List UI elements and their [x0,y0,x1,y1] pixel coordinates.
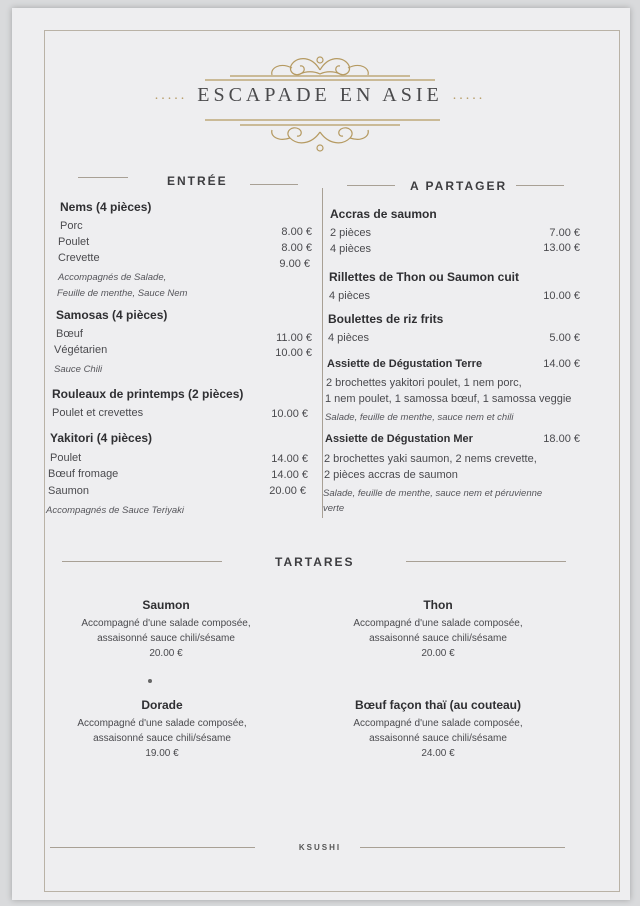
tartare-saumon-name: Saumon [142,598,190,612]
accras-2: 2 pièces [330,227,371,239]
samosas-boeuf: Bœuf [56,328,83,340]
terre-line-2: 1 nem poulet, 1 samossa bœuf, 1 samossa veggie [325,393,572,405]
tartares-heading: TARTARES [275,555,355,569]
yakitori-boeuf: Bœuf fromage [48,468,119,480]
mer-note-2: verte [323,503,345,514]
mer-title: Assiette de Dégustation Mer [325,433,473,445]
bottom-flourish-ornament [0,116,640,160]
title-dots-left: ..... [154,88,188,104]
yakitori-title: Yakitori (4 pièces) [50,431,153,445]
tartares-rule-left [62,561,222,562]
nems-note-2: Feuille de menthe, Sauce Nem [57,288,188,299]
footer-brand: KSUSHI [298,843,342,852]
tartare-thon [318,598,558,661]
yakitori-saumon-price: 20.00 € [269,485,306,497]
tartare-saumon-line-2: assaisonné sauce chili/sésame [97,633,235,644]
samosas-vegetarien-price: 10.00 € [275,347,312,359]
tartare-boeuf-name: Bœuf façon thaï (au couteau) [355,698,521,712]
yakitori-note: Accompagnés de Sauce Teriyaki [46,505,185,516]
boulettes-item: 4 pièces [328,332,369,344]
samosas-boeuf-price: 11.00 € [276,332,312,344]
terre-title: Assiette de Dégustation Terre [327,358,483,370]
nems-crevette-price: 9.00 € [279,258,310,270]
terre-price: 14.00 € [543,358,580,370]
tartare-thon-price: 20.00 € [421,648,455,659]
yakitori-boeuf-price: 14.00 € [271,469,308,481]
nems-title: Nems (4 pièces) [60,200,152,214]
tartare-dorade-name: Dorade [141,698,183,712]
terre-line-1: 2 brochettes yakitori poulet, 1 nem porc, [326,377,522,389]
partager-rule-left [347,185,395,186]
yakitori-saumon: Saumon [48,485,89,497]
accras-2-price: 7.00 € [549,227,580,239]
rouleaux-title: Rouleaux de printemps (2 pièces) [52,387,244,401]
tartare-boeuf [318,698,558,761]
tartare-thon-line-1: Accompagné d'une salade composée, [353,618,523,629]
tartare-dorade-line-1: Accompagné d'une salade composée, [77,718,247,729]
tartare-dorade [42,698,282,761]
title-dots-right: ..... [452,88,486,104]
entree-rule-left [78,177,128,178]
rillettes-price: 10.00 € [543,290,580,302]
separator-dot [148,679,152,683]
column-divider [322,188,323,518]
partager-heading: A PARTAGER [410,179,508,193]
terre-note: Salade, feuille de menthe, sauce nem et chili [325,412,514,423]
nems-porc: Porc [60,220,83,232]
yakitori-poulet-price: 14.00 € [271,453,308,465]
tartares-rule-right [406,561,566,562]
yakitori-poulet: Poulet [50,452,82,464]
tartare-saumon [46,598,286,661]
mer-note-1: Salade, feuille de menthe, sauce nem et péruvienne [323,488,543,499]
tartare-thon-line-2: assaisonné sauce chili/sésame [369,633,507,644]
footer-rule-right [360,847,565,848]
tartare-boeuf-line-1: Accompagné d'une salade composée, [353,718,523,729]
tartare-dorade-price: 19.00 € [145,748,179,759]
mer-price: 18.00 € [543,433,580,445]
rillettes-title: Rillettes de Thon ou Saumon cuit [329,270,520,284]
samosas-vegetarien: Végétarien [54,344,108,356]
boulettes-price: 5.00 € [549,332,580,344]
restaurant-title [0,84,640,107]
mer-line-2: 2 pièces accras de saumon [324,469,458,481]
accras-title: Accras de saumon [330,207,437,221]
boulettes-title: Boulettes de riz frits [328,312,444,326]
tartare-saumon-price: 20.00 € [149,648,183,659]
nems-note-1: Accompagnés de Salade, [58,272,167,283]
title-text: ESCAPADE EN ASIE [197,84,443,106]
accras-4: 4 pièces [330,243,371,255]
entree-heading: ENTRÉE [167,174,228,188]
rouleaux-item: Poulet et crevettes [52,407,144,419]
nems-poulet: Poulet [58,236,90,248]
nems-poulet-price: 8.00 € [281,242,312,254]
rillettes-item: 4 pièces [329,290,370,302]
tartare-boeuf-price: 24.00 € [421,748,455,759]
tartare-dorade-line-2: assaisonné sauce chili/sésame [93,733,231,744]
partager-rule-right [516,185,564,186]
nems-porc-price: 8.00 € [281,226,312,238]
entree-rule-right [250,184,298,185]
samosas-title: Samosas (4 pièces) [56,308,168,322]
samosas-note: Sauce Chili [54,364,103,375]
top-flourish-ornament [0,50,640,84]
tartare-thon-name: Thon [423,598,453,612]
accras-4-price: 13.00 € [543,242,580,254]
tartare-boeuf-line-2: assaisonné sauce chili/sésame [369,733,507,744]
mer-line-1: 2 brochettes yaki saumon, 2 nems crevette, [324,453,537,465]
nems-crevette: Crevette [58,252,100,264]
rouleaux-price: 10.00 € [271,408,308,420]
tartare-saumon-line-1: Accompagné d'une salade composée, [81,618,251,629]
